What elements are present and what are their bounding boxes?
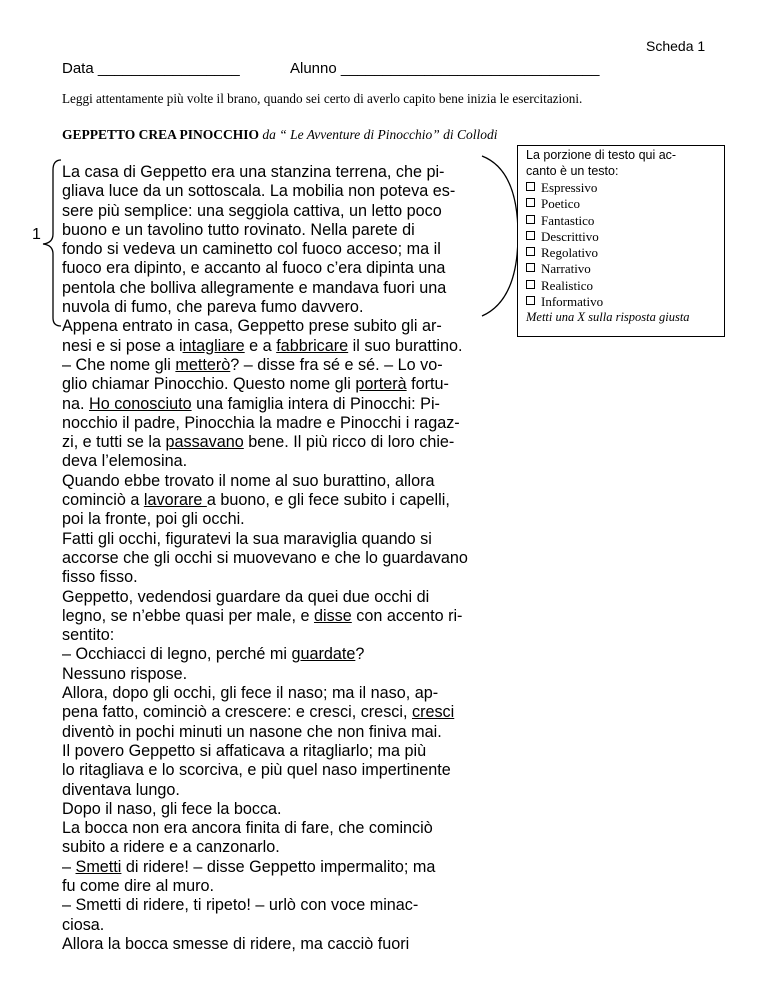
question-line-2: canto è un testo:: [526, 163, 619, 178]
text-line: Fatti gli occhi, figuratevi la sua maraviglia quando si: [62, 529, 432, 548]
text-line: fuoco era dipinto, e accanto al fuoco c’era dipinta una: [62, 259, 446, 278]
title-source: da “ Le Avventure di Pinocchio” di Collodi: [259, 127, 498, 142]
section-marker-number: 1: [32, 226, 41, 243]
checkbox-icon[interactable]: [526, 182, 535, 191]
option-label: Fantastico: [541, 212, 595, 228]
text-line: gliava luce da un sottoscala. La mobilia non poteva es-: [62, 182, 456, 201]
text-line: Dopo il naso, gli fece la bocca.: [62, 799, 282, 818]
underlined-verb: lavorare: [143, 491, 207, 510]
text-line: – Smetti di ridere! – disse Geppetto impermalito; ma: [62, 857, 436, 876]
text-line: cominciò a lavorare a buono, e gli fece subito i capelli,: [62, 491, 450, 510]
passage-text: [62, 163, 522, 954]
student-field-label: Alunno _______________________________: [290, 60, 600, 77]
option-descrittivo[interactable]: [526, 229, 724, 245]
text-line: sere più semplice: una seggiola cattiva, un letto poco: [62, 201, 442, 220]
sheet-number: Scheda 1: [646, 38, 706, 54]
text-line: Geppetto, vedendosi guardare da quei due occhi di: [62, 587, 430, 606]
text-line: zi, e tutti se la passavano bene. Il più ricco di loro chie-: [62, 433, 455, 452]
checkbox-icon[interactable]: [526, 215, 535, 224]
underlined-verb: porterà: [355, 375, 407, 394]
underlined-verb: fabbricare: [276, 336, 349, 355]
option-espressivo[interactable]: [526, 180, 724, 196]
text-line: poi la fronte, poi gli occhi.: [62, 510, 245, 529]
text-line: Il povero Geppetto si affaticava a ritagliarlo; ma più: [62, 741, 427, 760]
option-label: Espressivo: [541, 180, 598, 195]
text-line: Appena entrato in casa, Geppetto prese subito gli ar-: [62, 317, 442, 336]
title-main: GEPPETTO CREA PINOCCHIO: [62, 127, 260, 142]
text-line: La casa di Geppetto era una stanzina terrena, che pi-: [62, 163, 445, 181]
option-poetico[interactable]: [526, 196, 724, 212]
option-label: Regolativo: [541, 245, 599, 261]
checkbox-icon[interactable]: [526, 296, 535, 305]
text-line: fu come dire al muro.: [62, 876, 215, 895]
text-line: ciosa.: [62, 915, 105, 934]
text-line: diventò in pochi minuti un nasone che non finiva mai.: [62, 722, 442, 741]
underlined-verb: Ho conosciuto: [89, 394, 192, 413]
text-line: Quando ebbe trovato il nome al suo burattino, allora: [62, 471, 435, 490]
text-line: Nessuno rispose.: [62, 664, 188, 683]
text-line: fondo si vedeva un caminetto col fuoco acceso; ma il: [62, 240, 441, 259]
checkbox-icon[interactable]: [526, 231, 535, 240]
checkbox-icon[interactable]: [526, 263, 535, 272]
passage-title: [62, 127, 498, 143]
answer-instruction: Metti una X sulla risposta giusta: [526, 310, 690, 325]
text-line: nocchio il padre, Pinocchia la madre e Pinocchi i ragaz-: [62, 413, 460, 432]
underlined-verb: passavano: [165, 433, 244, 452]
text-line: buono e un tavolino tutto rovinato. Nella parete di: [62, 220, 415, 239]
option-label: Narrativo: [541, 261, 591, 277]
underlined-verb: ntagliare: [182, 336, 245, 355]
text-line: pena fatto, cominciò a crescere: e cresci, cresci, cresci: [62, 703, 455, 722]
text-line: nesi e si pose a intagliare e a fabbricare il suo burattino.: [62, 336, 463, 355]
question-line-1: La porzione di testo qui ac-: [526, 148, 677, 162]
checkbox-icon[interactable]: [526, 247, 535, 256]
option-list: [526, 180, 724, 310]
text-line: na. Ho conosciuto una famiglia intera di Pinocchi: Pi-: [62, 394, 440, 413]
text-line: La bocca non era ancora finita di fare, che cominciò: [62, 819, 433, 838]
checkbox-icon[interactable]: [526, 198, 535, 207]
underlined-verb: cresci: [411, 703, 455, 722]
text-line: – Occhiacci di legno, perché mi guardate?: [62, 645, 365, 664]
text-line: Allora la bocca smesse di ridere, ma cacciò fuori: [62, 934, 410, 953]
text-line: nuvola di fumo, che pareva fumo davvero.: [62, 298, 364, 317]
option-label: Poetico: [541, 196, 580, 212]
text-line: Allora, dopo gli occhi, gli fece il naso; ma il naso, ap-: [62, 684, 439, 703]
text-type-question-box: [517, 145, 725, 337]
text-line: – Che nome gli metterò? – disse fra sé e sé. – Lo vo-: [62, 355, 443, 374]
text-line: subito a ridere e a canzonarlo.: [62, 838, 280, 857]
text-line: – Smetti di ridere, ti ripeto! – urlò con voce minac-: [62, 896, 419, 915]
text-line: sentito:: [62, 626, 115, 645]
option-realistico[interactable]: [526, 278, 724, 294]
underlined-verb: Smetti: [75, 857, 122, 876]
option-label: Realistico: [541, 277, 593, 293]
option-narrativo[interactable]: [526, 261, 724, 277]
option-fantastico[interactable]: [526, 213, 724, 229]
text-line: deva l’elemosina.: [62, 452, 188, 471]
text-line: diventava lungo.: [62, 780, 180, 799]
underlined-verb: disse: [313, 606, 352, 625]
text-line: accorse che gli occhi si muovevano e che lo guardavano: [62, 548, 468, 567]
checkbox-icon[interactable]: [526, 280, 535, 289]
underlined-verb: metterò: [175, 355, 231, 374]
text-line: glio chiamar Pinocchio. Questo nome gli porterà fortu-: [62, 375, 449, 394]
instructions: Leggi attentamente più volte il brano, quando sei certo di averlo capito bene inizia le esercitazioni.: [62, 91, 583, 106]
option-label: Informativo: [541, 294, 604, 310]
option-informativo[interactable]: [526, 294, 724, 310]
text-line: lo ritagliava e lo scorciva, e più quel naso impertinente: [62, 761, 451, 780]
text-line: fisso fisso.: [62, 568, 138, 587]
text-line: pentola che bolliva allegramente e mandava fuori una: [62, 278, 447, 297]
option-regolativo[interactable]: [526, 245, 724, 261]
option-label: Descrittivo: [541, 228, 599, 244]
date-field-label: Data _________________: [62, 60, 240, 77]
underlined-verb: guardate: [291, 645, 356, 664]
text-line: legno, se n’ebbe quasi per male, e disse con accento ri-: [62, 606, 463, 625]
